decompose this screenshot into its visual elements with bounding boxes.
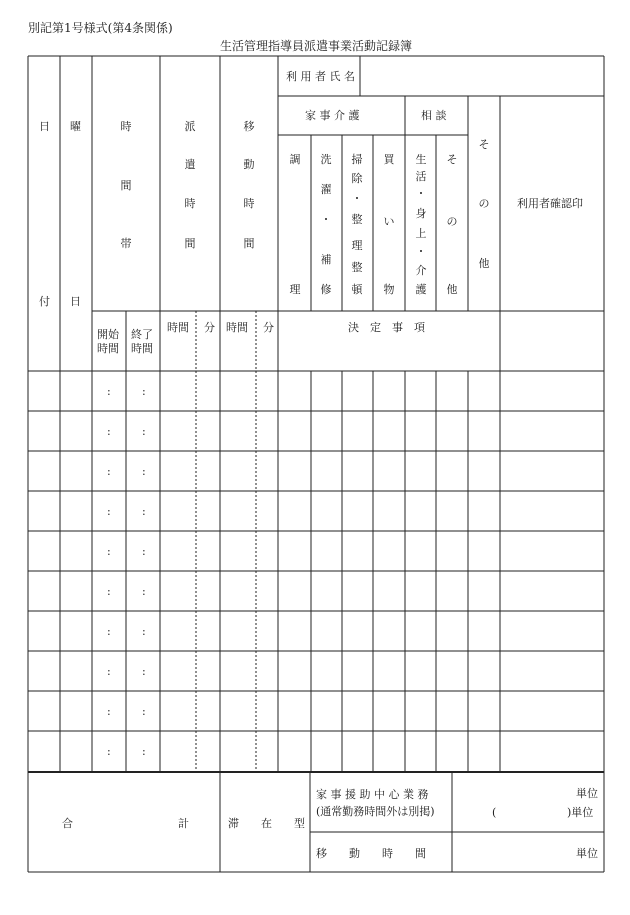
footer-total-left: 合 [62, 817, 73, 830]
header-start-time-1: 開始 [97, 328, 119, 341]
header-travel-3: 時 [243, 197, 255, 210]
header-travel-hour: 時間 [226, 321, 248, 334]
row-8-start[interactable]: : [107, 665, 111, 678]
header-cleaning-4: 整 [351, 213, 363, 226]
header-cleaning-3: ・ [351, 192, 363, 205]
footer-unit-1: 単位 [576, 787, 598, 800]
footer-total-right: 計 [178, 817, 189, 830]
header-end-time-2: 時間 [131, 342, 153, 355]
header-cleaning-5: 理 [351, 239, 363, 252]
header-travel-1: 移 [243, 120, 255, 133]
footer-central-work-2: (通常勤務時間外は別掲) [316, 805, 435, 818]
header-cleaning-6: 整 [351, 261, 363, 274]
header-laundry-2: 濯 [320, 183, 332, 196]
row-9-start[interactable]: : [107, 705, 111, 718]
row-7-start[interactable]: : [107, 625, 111, 638]
header-other-consult-1: そ [446, 153, 458, 166]
row-8-end[interactable]: : [142, 665, 146, 678]
header-shopping-1: 買 [383, 153, 395, 166]
row-4-start[interactable]: : [107, 505, 111, 518]
form-number-label: 別記第1号様式(第4条関係) [28, 21, 173, 35]
header-timeslot-1: 時 [120, 120, 132, 133]
header-life-1: 生 [415, 153, 427, 166]
footer-stay-type: 滞 在 型 [228, 817, 305, 830]
header-life-2: 活 [415, 170, 427, 183]
user-name-field[interactable] [362, 58, 602, 94]
footer-central-work-1: 家 事 援 助 中 心 業 務 [316, 788, 429, 801]
header-life-3: ・ [415, 187, 427, 200]
header-life-5: 上 [415, 227, 427, 240]
row-1-start[interactable]: : [107, 385, 111, 398]
header-cleaning-2: 除 [351, 172, 363, 185]
header-timeslot-2: 間 [120, 179, 132, 192]
header-cooking-1: 調 [289, 153, 301, 166]
header-shopping-3: 物 [383, 283, 395, 296]
header-dispatch-hour: 時間 [167, 321, 189, 334]
header-laundry-3: ・ [320, 213, 332, 226]
row-9-end[interactable]: : [142, 705, 146, 718]
row-10-start[interactable]: : [107, 745, 111, 758]
header-user-seal: 利用者確認印 [517, 197, 583, 210]
footer-unit-2: 単位 [576, 847, 598, 860]
header-date-bottom: 付 [39, 295, 50, 308]
header-weekday-top: 曜 [70, 120, 81, 133]
row-3-start[interactable]: : [107, 465, 111, 478]
header-other-3: 他 [478, 257, 490, 270]
header-dispatch-2: 遣 [184, 158, 196, 171]
row-5-start[interactable]: : [107, 545, 111, 558]
header-weekday-bottom: 日 [70, 295, 81, 308]
header-dispatch-4: 間 [184, 237, 196, 250]
form-title: 生活管理指導員派遣事業活動記録簿 [220, 39, 413, 53]
header-date-top: 日 [39, 120, 50, 133]
user-name-label: 利 用 者 氏 名 [286, 70, 355, 83]
header-end-time-1: 終了 [131, 328, 153, 341]
row-1-end[interactable]: : [142, 385, 146, 398]
header-cleaning-1: 掃 [351, 153, 363, 166]
header-cleaning-7: 頓 [351, 283, 363, 296]
header-life-7: 介 [415, 264, 427, 277]
header-travel-4: 間 [243, 237, 255, 250]
header-travel-2: 動 [243, 158, 255, 171]
header-dispatch-1: 派 [184, 120, 196, 133]
footer-unit-paren-open: ( [492, 806, 497, 819]
row-7-end[interactable]: : [142, 625, 146, 638]
footer-unit-paren-close: )単位 [567, 806, 594, 819]
header-shopping-2: い [383, 215, 395, 228]
header-laundry-4: 補 [320, 253, 332, 266]
header-travel-minute: 分 [263, 321, 274, 334]
header-other-1: そ [478, 138, 490, 151]
header-housework: 家 事 介 護 [305, 109, 360, 122]
row-10-end[interactable]: : [142, 745, 146, 758]
header-decisions: 決 定 事 項 [348, 321, 425, 334]
header-life-4: 身 [415, 207, 427, 220]
row-6-end[interactable]: : [142, 585, 146, 598]
header-cooking-2: 理 [289, 283, 301, 296]
header-consultation: 相 談 [421, 109, 447, 122]
row-6-start[interactable]: : [107, 585, 111, 598]
header-dispatch-minute: 分 [204, 321, 215, 334]
header-other-2: の [478, 197, 490, 210]
header-laundry-1: 洗 [320, 153, 332, 166]
header-other-consult-2: の [446, 215, 458, 228]
row-4-end[interactable]: : [142, 505, 146, 518]
header-life-8: 護 [415, 283, 427, 296]
header-other-consult-3: 他 [446, 283, 458, 296]
header-dispatch-3: 時 [184, 197, 196, 210]
row-3-end[interactable]: : [142, 465, 146, 478]
footer-travel-time: 移 動 時 間 [316, 847, 426, 860]
header-laundry-5: 修 [320, 283, 332, 296]
row-2-end[interactable]: : [142, 425, 146, 438]
row-5-end[interactable]: : [142, 545, 146, 558]
header-life-6: ・ [415, 245, 427, 258]
header-start-time-2: 時間 [97, 342, 119, 355]
row-2-start[interactable]: : [107, 425, 111, 438]
header-timeslot-3: 帯 [120, 237, 132, 250]
